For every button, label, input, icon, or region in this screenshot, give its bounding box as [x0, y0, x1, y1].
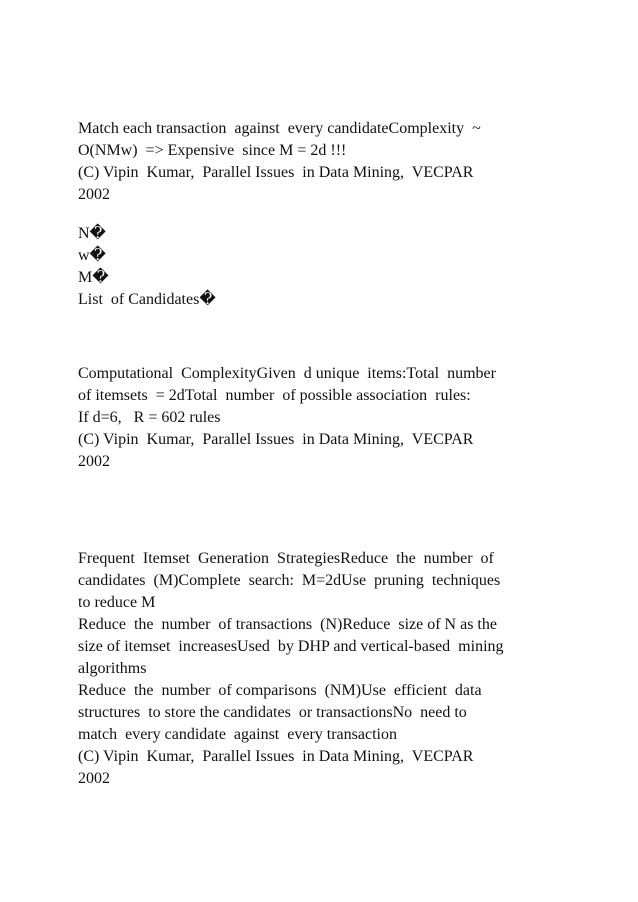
citation-line: (C) Vipin Kumar, Parallel Issues in Data Mining, VECPAR	[78, 431, 474, 448]
text-line: candidates (M)Complete search: M=2dUse pruning techniques	[78, 572, 501, 589]
citation-line: (C) Vipin Kumar, Parallel Issues in Data Mining, VECPAR	[78, 164, 474, 181]
text-line: size of itemset increasesUsed by DHP and vertical-based mining	[78, 638, 504, 655]
citation-year: 2002	[78, 770, 110, 787]
text-line: of itemsets = 2dTotal number of possible association rules:	[78, 387, 471, 404]
text-line: Reduce the number of comparisons (NM)Use efficient data	[78, 682, 482, 699]
text-line: Computational ComplexityGiven d unique items:Total number	[78, 365, 496, 382]
text-line: O(NMw) => Expensive since M = 2d !!!	[78, 142, 347, 159]
text-line: to reduce M	[78, 594, 156, 611]
text-line: algorithms	[78, 660, 147, 677]
text-line: structures to store the candidates or transactionsNo need to	[78, 704, 467, 721]
text-line: match every candidate against every transaction	[78, 726, 397, 743]
text-line: If d=6, R = 602 rules	[78, 409, 221, 426]
citation-line: (C) Vipin Kumar, Parallel Issues in Data Mining, VECPAR	[78, 748, 474, 765]
text-line: M�	[78, 269, 109, 286]
text-line: List of Candidates�	[78, 291, 216, 308]
text-line: Frequent Itemset Generation StrategiesReduce the number of	[78, 550, 494, 567]
citation-year: 2002	[78, 186, 110, 203]
text-line: N�	[78, 225, 106, 242]
text-line: w�	[78, 247, 106, 264]
text-line: Reduce the number of transactions (N)Reduce size of N as the	[78, 616, 497, 633]
citation-year: 2002	[78, 453, 110, 470]
text-line: Match each transaction against every candidateComplexity ~	[78, 120, 481, 137]
